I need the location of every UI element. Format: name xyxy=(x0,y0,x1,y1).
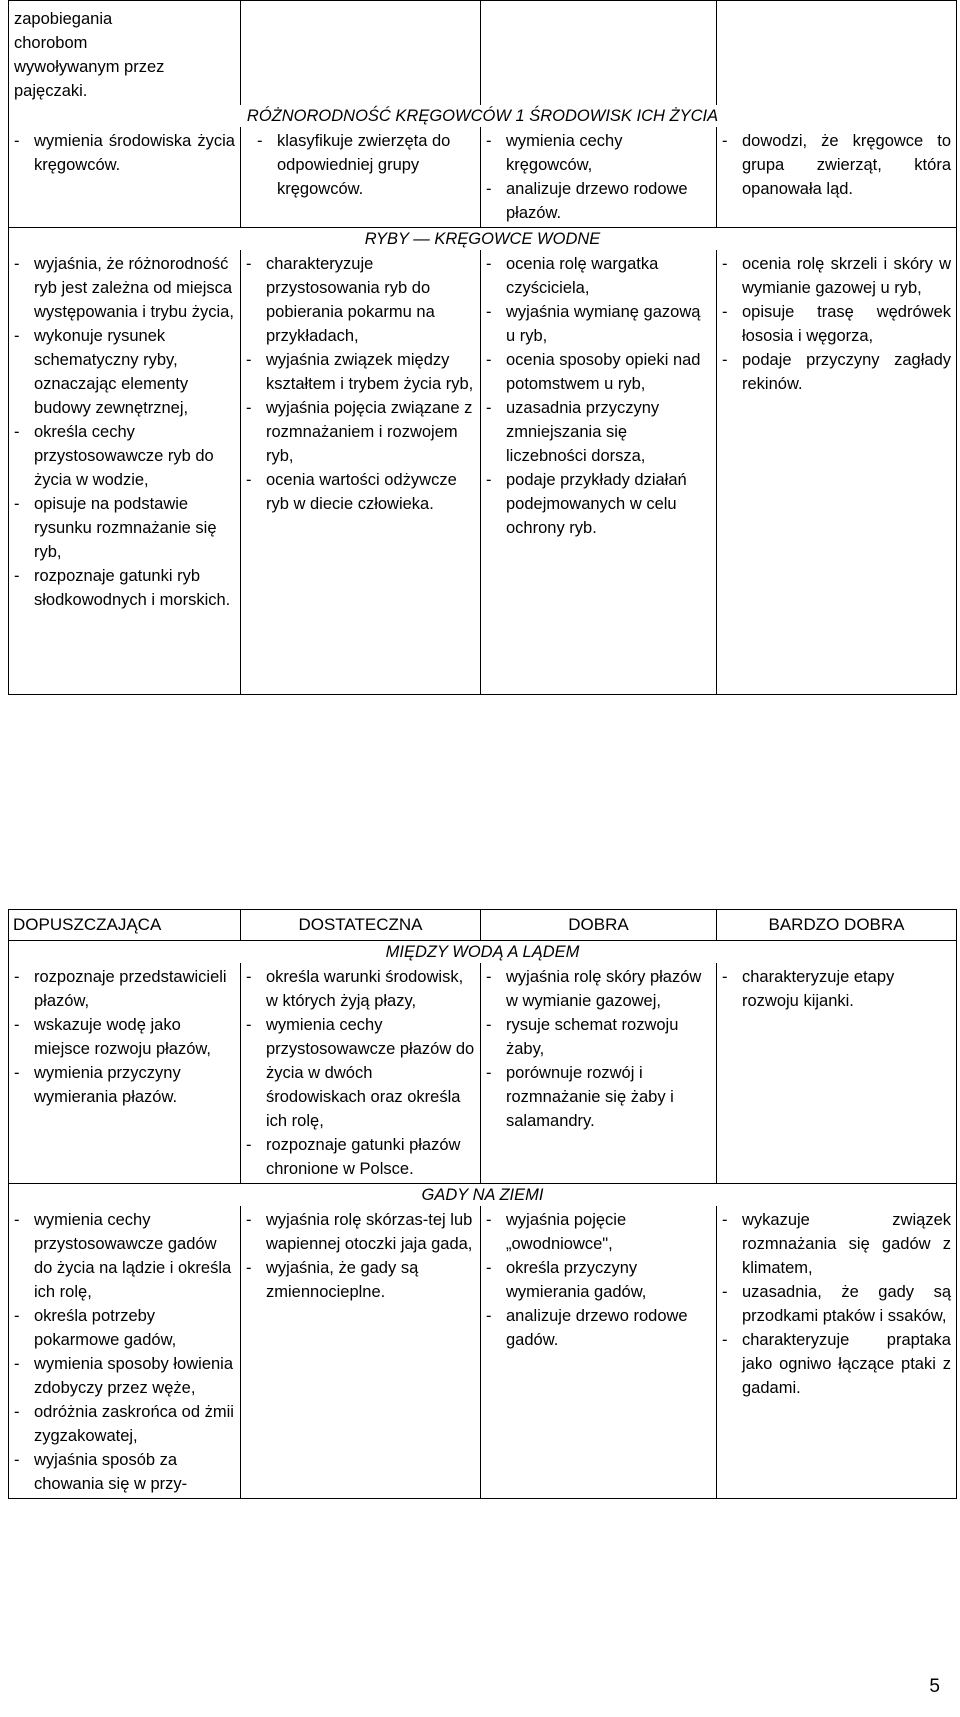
requirement-item: - charakteryzuje przystosowania ryb do pobierania pokarmu na przykładach, xyxy=(246,252,475,348)
requirement-list xyxy=(722,252,951,396)
requirement-item: - podaje przykłady działań podejmowanych w celu ochrony ryb. xyxy=(486,468,711,540)
grade-cell xyxy=(9,250,241,695)
requirement-list xyxy=(722,129,951,201)
requirement-item: - wyjaśnia, że różnorodność ryb jest zależna od miejsca występowania i trybu życia, xyxy=(14,252,235,324)
requirement-item: - analizuje drzewo rodowe gadów. xyxy=(486,1304,711,1352)
header-dopuszczajaca: DOPUSZCZAJĄCA xyxy=(9,910,241,941)
requirement-item: - wyjaśnia pojęcia związane z rozmnażaniem i rozwojem ryb, xyxy=(246,396,475,468)
requirement-list xyxy=(257,129,475,201)
requirement-item: - wymienia cechy przystosowawcze płazów do życia w dwóch środowiskach oraz określa ich rolę, xyxy=(246,1013,475,1133)
requirement-item: - ocenia wartości odżywcze ryb w diecie człowieka. xyxy=(246,468,475,516)
requirement-item: - wskazuje wodę jako miejsce rozwoju płazów, xyxy=(14,1013,235,1061)
requirement-list xyxy=(486,129,711,225)
requirement-item: - rozpoznaje gatunki ryb słodkowodnych i morskich. xyxy=(14,564,235,612)
grade-cell xyxy=(717,127,957,228)
requirement-item: - wyjaśnia rolę skóry płazów w wymianie gazowej, xyxy=(486,965,711,1013)
requirement-item: - wymienia cechy kręgowców, xyxy=(486,129,711,177)
carryover-cell xyxy=(9,1,241,106)
requirement-item: - opisuje na podstawie rysunku rozmnażanie się ryb, xyxy=(14,492,235,564)
requirement-list xyxy=(14,252,235,612)
requirement-item: - rozpoznaje przedstawicieli płazów, xyxy=(14,965,235,1013)
requirement-item: - wykazuje związek rozmnażania się gadów z klimatem, xyxy=(722,1208,951,1280)
requirement-item: - odróżnia zaskrońca od żmii zygzakowatej, xyxy=(14,1400,235,1448)
carryover-line: chorobom xyxy=(14,34,88,52)
requirement-list xyxy=(722,1208,951,1400)
grade-cell xyxy=(481,250,717,695)
carryover-line: wywoływanym przez xyxy=(14,58,165,76)
empty-cell xyxy=(481,1,717,106)
requirement-item: - ocenia sposoby opieki nad potomstwem u ryb, xyxy=(486,348,711,396)
page-number: 5 xyxy=(929,1676,940,1697)
requirement-item: - wyjaśnia sposób za chowania się w przy- xyxy=(14,1448,235,1496)
requirement-item: - klasyfikuje zwierzęta do odpowiedniej grupy kręgowców. xyxy=(257,129,475,201)
requirement-item: - charakteryzuje etapy rozwoju kijanki. xyxy=(722,965,951,1013)
requirement-item: - określa przyczyny wymierania gadów, xyxy=(486,1256,711,1304)
requirement-item: - charakteryzuje praptaka jako ogniwo łączące ptaki z gadami. xyxy=(722,1328,951,1400)
requirement-list xyxy=(14,129,235,177)
requirement-item: - wykonuje rysunek schematyczny ryby, oznaczając elementy budowy zewnętrznej, xyxy=(14,324,235,420)
empty-cell xyxy=(241,1,481,106)
header-dobra: DOBRA xyxy=(481,910,717,941)
requirement-item: - określa potrzeby pokarmowe gadów, xyxy=(14,1304,235,1352)
requirement-item: - analizuje drzewo rodowe płazów. xyxy=(486,177,711,225)
requirement-item: - dowodzi, że kręgowce to grupa zwierząt, która opanowała ląd. xyxy=(722,129,951,201)
requirement-list xyxy=(246,252,475,516)
carryover-line: zapobiegania xyxy=(14,10,113,28)
requirement-item: - wyjaśnia rolę skórzas-tej lub wapiennej otoczki jaja gada, xyxy=(246,1208,475,1256)
grade-cell xyxy=(717,250,957,695)
section-title: MIĘDZY WODĄ A LĄDEM xyxy=(9,941,957,964)
grade-cell xyxy=(241,127,481,228)
requirement-item: - podaje przyczyny zagłady rekinów. xyxy=(722,348,951,396)
requirement-item: - ocenia rolę skrzeli i skóry w wymianie gazowej u ryb, xyxy=(722,252,951,300)
grading-table-top xyxy=(8,0,957,695)
requirement-list xyxy=(722,965,951,1013)
grading-table-bottom xyxy=(8,909,957,1499)
requirement-list xyxy=(246,965,475,1181)
requirement-item: - określa cechy przystosowawcze ryb do życia w wodzie, xyxy=(14,420,235,492)
section-title: GADY NA ZIEMI xyxy=(9,1184,957,1207)
requirement-item: - uzasadnia, że gady są przodkami ptaków i ssaków, xyxy=(722,1280,951,1328)
grade-cell xyxy=(717,963,957,1184)
requirement-item: - uzasadnia przyczyny zmniejszania się liczebności dorsza, xyxy=(486,396,711,468)
grade-cell xyxy=(9,1206,241,1499)
requirement-list xyxy=(14,965,235,1109)
empty-cell xyxy=(717,1,957,106)
requirement-item: - opisuje trasę wędrówek łososia i węgorza, xyxy=(722,300,951,348)
requirement-item: - określa warunki środowisk, w których żyją płazy, xyxy=(246,965,475,1013)
requirement-list xyxy=(486,1208,711,1352)
requirement-item: - rysuje schemat rozwoju żaby, xyxy=(486,1013,711,1061)
grade-cell xyxy=(9,127,241,228)
requirement-item: - wymienia sposoby łowienia zdobyczy przez węże, xyxy=(14,1352,235,1400)
grade-cell xyxy=(717,1206,957,1499)
grade-cell xyxy=(241,963,481,1184)
requirement-item: - porównuje rozwój i rozmnażanie się żaby i salamandry. xyxy=(486,1061,711,1133)
section-title: RÓŻNORODNOŚĆ KRĘGOWCÓW 1 ŚRODOWISK ICH ŻYCIA xyxy=(9,105,957,127)
requirement-item: - rozpoznaje gatunki płazów chronione w Polsce. xyxy=(246,1133,475,1181)
requirement-list xyxy=(246,1208,475,1304)
carryover-line: pajęczaki. xyxy=(14,82,88,100)
requirement-item: - wymienia środowiska życia kręgowców. xyxy=(14,129,235,177)
section-title: RYBY — KRĘGOWCE WODNE xyxy=(9,228,957,251)
requirement-item: - wymienia cechy przystosowawcze gadów do życia na lądzie i określa ich rolę, xyxy=(14,1208,235,1304)
requirement-item: - wyjaśnia, że gady są zmiennocieplne. xyxy=(246,1256,475,1304)
requirement-item: - ocenia rolę wargatka czyściciela, xyxy=(486,252,711,300)
requirement-item: - wyjaśnia pojęcie „owodniowce", xyxy=(486,1208,711,1256)
requirement-list xyxy=(486,965,711,1133)
header-dostateczna: DOSTATECZNA xyxy=(241,910,481,941)
header-bardzo-dobra: BARDZO DOBRA xyxy=(717,910,957,941)
requirement-list xyxy=(14,1208,235,1496)
grade-cell xyxy=(481,127,717,228)
grade-cell xyxy=(481,963,717,1184)
requirement-item: - wymienia przyczyny wymierania płazów. xyxy=(14,1061,235,1109)
requirement-item: - wyjaśnia związek między kształtem i trybem życia ryb, xyxy=(246,348,475,396)
grade-cell xyxy=(9,963,241,1184)
grade-cell xyxy=(241,1206,481,1499)
requirement-list xyxy=(486,252,711,540)
requirement-item: - wyjaśnia wymianę gazową u ryb, xyxy=(486,300,711,348)
grade-cell xyxy=(481,1206,717,1499)
grade-cell xyxy=(241,250,481,695)
